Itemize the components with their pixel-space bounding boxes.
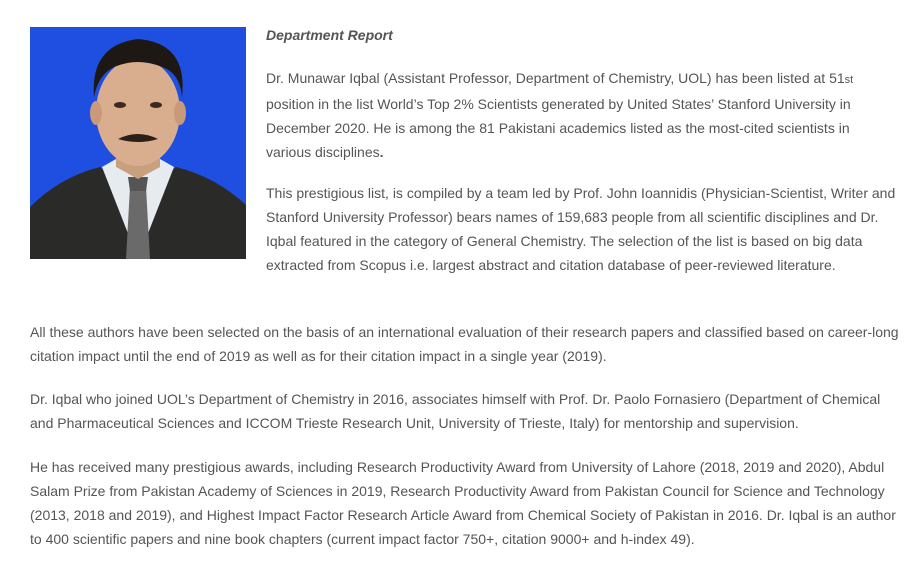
paragraph-awards: He has received many prestigious awards, including Research Productivity Award from University of Lahore (2018, 2019 and 2020), Abdul Salam Prize from Pakistan Academy of Sciences in 2019, Research Productivity Award from Pakistan Council for Science and Technology (2013, 2018 and 2019), and Highest Impact Factor Research Article Award from Chemical Society of Pakistan in 2016. Dr. Iqbal is an author to 400 scientific papers and nine book chapters (current impact factor 750+, citation 9000+ and h-index 49). bbox=[30, 459, 896, 547]
paragraph-list-details: This prestigious list, is compiled by a team led by Prof. John Ioannidis (Physician-Scientist, Writer and Stanford University Professor) bears names of 159,683 people from all scientific disciplines and Dr. Iqbal featured in the category of General Chemistry. The selection of the list is based on big data extracted from Scopus i.e. largest abstract and citation database of peer-reviewed literature. bbox=[266, 185, 896, 273]
paragraph-ranking-period: . bbox=[379, 144, 384, 160]
paragraph-selection-basis: All these authors have been selected on the basis of an international evaluation of their research papers and classified based on career-long citation impact until the end of 2019 as well as for their citation impact in a single year (2019). bbox=[30, 324, 899, 364]
paragraph-mentorship: Dr. Iqbal who joined UOL’s Department of Chemistry in 2016, associates himself with Prof. Dr. Paolo Fornasiero (Department of Chemical and Pharmaceutical Sciences and ICCOM Trieste Research Unit, University of Trieste, Italy) for mentorship and supervision. bbox=[30, 391, 881, 431]
paragraph-ranking-text-start: Dr. Munawar Iqbal (Assistant Professor, Department of Chemistry, UOL) has been listed at 51 bbox=[266, 70, 845, 86]
portrait-illustration bbox=[30, 27, 246, 259]
ordinal-suffix: st bbox=[844, 74, 854, 86]
paragraph-ranking bbox=[266, 66, 896, 164]
report-title: Department Report bbox=[266, 27, 393, 43]
paragraph-ranking-text-end: position in the list World’s Top 2% Scientists generated by United States’ Stanford University in December 2020. He is among the 81 Pakistani academics listed as the most-cited scientists in various disciplines bbox=[266, 96, 851, 160]
portrait-photo bbox=[30, 27, 246, 259]
